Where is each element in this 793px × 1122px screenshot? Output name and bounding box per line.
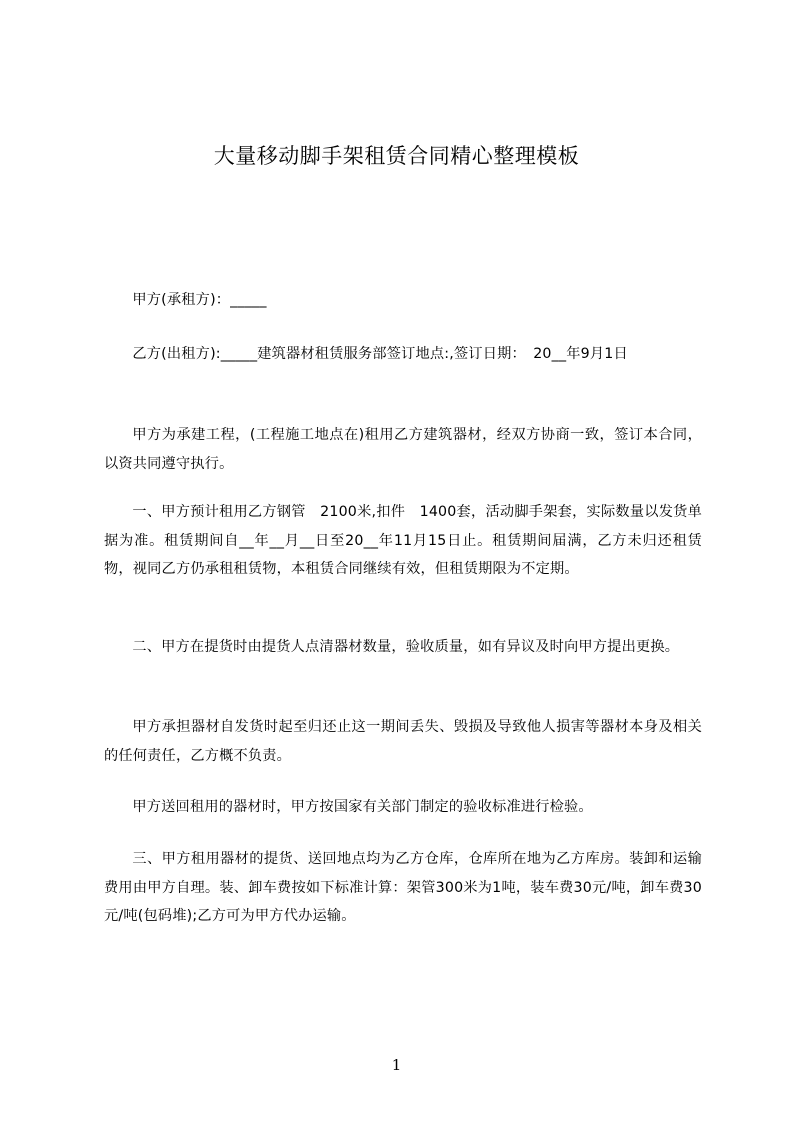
party-b-line: 乙方(出租方):_____建筑器材租赁服务部签订地点:,签订日期： 20__年9月1日 [132, 346, 628, 362]
party-a-line: 甲方(承租方)：_____ [132, 292, 267, 308]
preamble-paragraph: 甲方为承建工程，(工程施工地点在)租用乙方建筑器材，经双方协商一致，签订本合同，以资共同遵守执行。 [104, 427, 702, 472]
clause-two-paragraph: 二、甲方在提货时由提货人点清器材数量，验收质量，如有异议及时向甲方提出更换。 [132, 639, 680, 655]
liability-paragraph: 甲方承担器材自发货时起至归还止这一期间丢失、毁损及导致他人损害等器材本身及相关的任何责任，乙方概不负责。 [104, 719, 702, 764]
return-inspection-paragraph: 甲方送回租用的器材时，甲方按国家有关部门制定的验收标准进行检验。 [132, 799, 593, 815]
clause-one-paragraph: 一、甲方预计租用乙方钢管 2100米,扣件 1400套，活动脚手架套，实际数量以发货单据为准。租赁期间自__年__月__日至20__年11月15日止。租赁期间届满，乙方未归还租赁物，视同乙方仍承租租赁物，本租赁合同继续有效，但租赁期限为不定期。 [104, 504, 702, 577]
page-number: 1 [391, 1056, 402, 1074]
document-title: 大量移动脚手架租赁合同精心整理模板 [213, 144, 580, 168]
clause-three-paragraph: 三、甲方租用器材的提货、送回地点均为乙方仓库，仓库所在地为乙方库房。装卸和运输费用由甲方自理。装、卸车费按如下标准计算：架管300米为1吨，装车费30元/吨，卸车费30元/吨(包码堆);乙方可为甲方代办运输。 [104, 851, 702, 924]
